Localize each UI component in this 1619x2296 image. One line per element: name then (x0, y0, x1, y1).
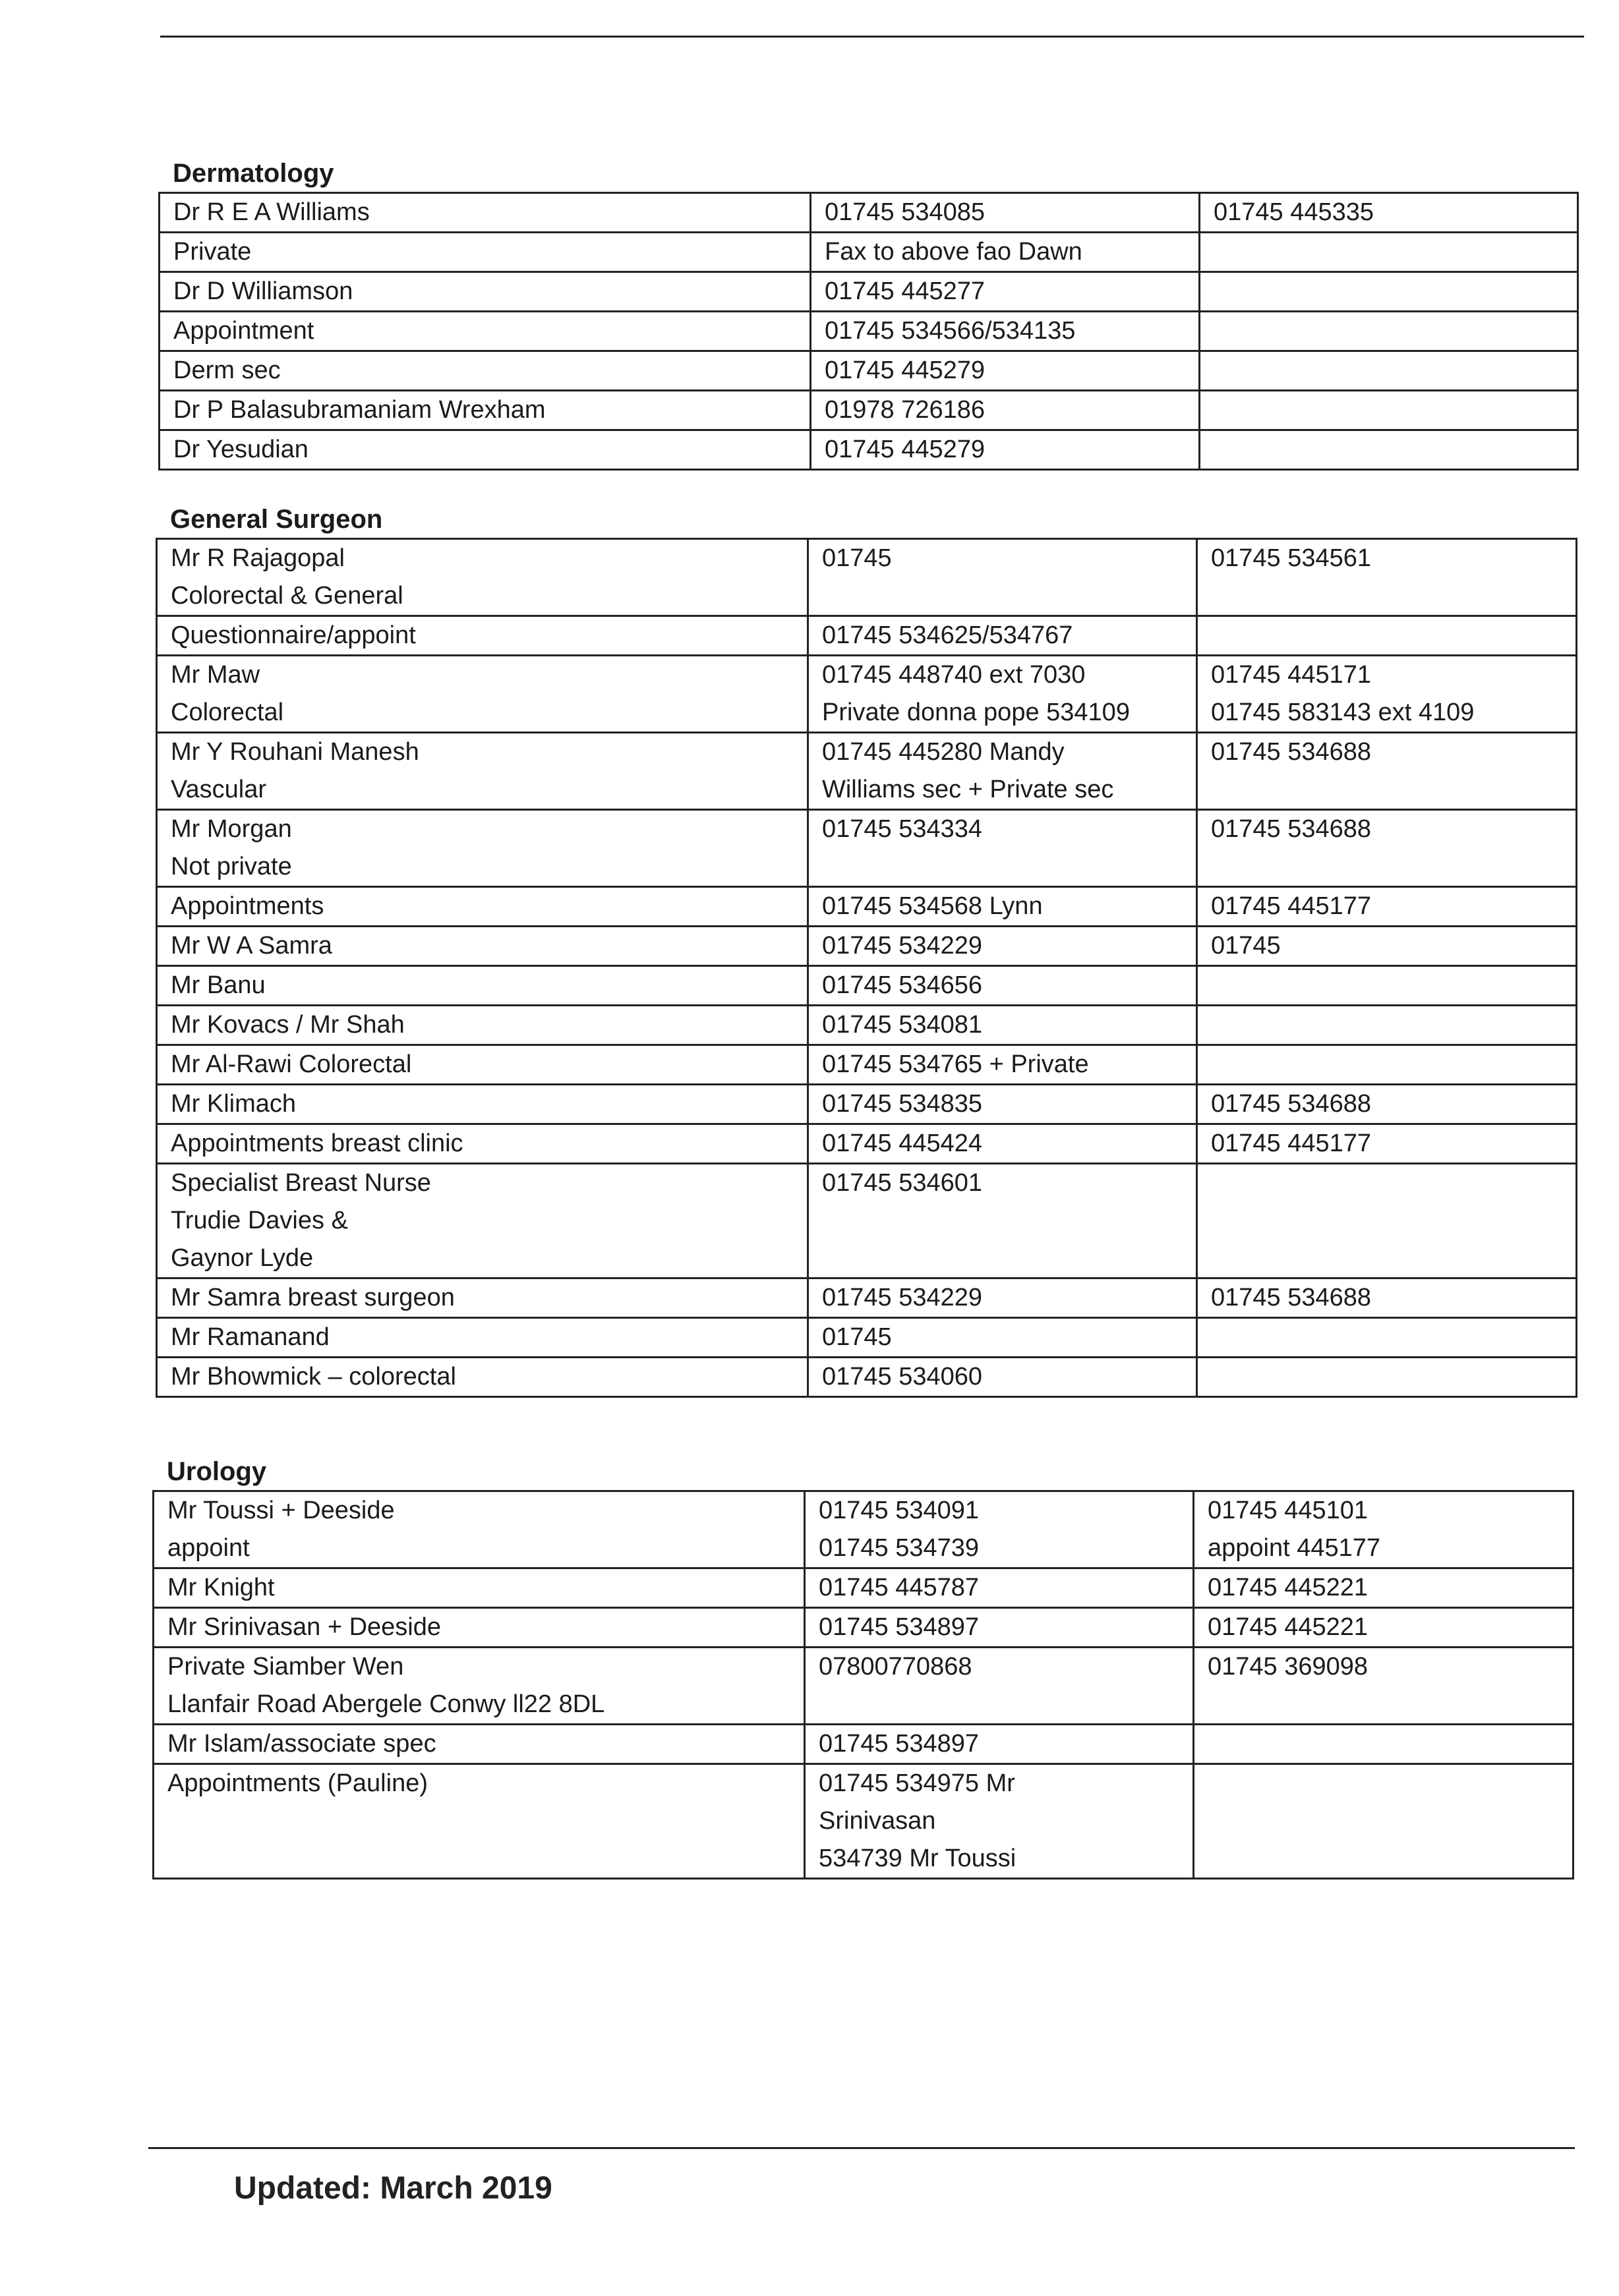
alt-phone-cell (1197, 1358, 1577, 1397)
phone-cell: 07800770868 (805, 1648, 1194, 1725)
alt-phone-cell: 01745 445101 appoint 445177 (1194, 1491, 1574, 1568)
alt-phone-cell: 01745 534688 (1197, 1278, 1577, 1318)
contact-name-cell: Dr P Balasubramaniam Wrexham (160, 391, 811, 430)
section-urology (152, 1453, 1574, 1880)
contact-name-cell: Mr Banu (157, 966, 808, 1006)
alt-phone-cell: 01745 (1197, 927, 1577, 966)
contact-name-cell: Mr Y Rouhani Manesh Vascular (157, 733, 808, 810)
table-row (157, 927, 1577, 966)
section-dermatology (158, 155, 1579, 471)
footer-updated: Updated: March 2019 (234, 2171, 552, 2206)
contact-name-cell: Mr Maw Colorectal (157, 656, 808, 733)
phone-cell: 01745 534765 + Private (808, 1045, 1197, 1085)
contact-name-cell: Dr D Williamson (160, 272, 811, 312)
phone-cell: 01745 534897 (805, 1725, 1194, 1764)
phone-cell: 01745 534625/534767 (808, 616, 1197, 656)
phone-cell: 01745 534897 (805, 1608, 1194, 1648)
phone-cell: 01745 534566/534135 (811, 312, 1200, 351)
contact-name-cell: Specialist Breast Nurse Trudie Davies & Gaynor Lyde (157, 1164, 808, 1278)
phone-cell: 01745 534601 (808, 1164, 1197, 1278)
alt-phone-cell (1197, 1164, 1577, 1278)
phone-cell: 01745 534229 (808, 927, 1197, 966)
alt-phone-cell: 01745 445177 (1197, 887, 1577, 927)
table-row (160, 430, 1578, 470)
alt-phone-cell: 01745 534688 (1197, 810, 1577, 887)
phone-cell: 01745 534975 Mr Srinivasan 534739 Mr Toussi (805, 1764, 1194, 1879)
alt-phone-cell (1197, 1045, 1577, 1085)
phone-cell: 01745 445279 (811, 351, 1200, 391)
contact-table (158, 192, 1579, 471)
contact-name-cell: Mr Klimach (157, 1085, 808, 1124)
contact-name-cell: Mr Kovacs / Mr Shah (157, 1006, 808, 1045)
table-row (154, 1648, 1574, 1725)
phone-cell: 01745 534656 (808, 966, 1197, 1006)
phone-cell: 01745 445277 (811, 272, 1200, 312)
alt-phone-cell (1200, 391, 1578, 430)
contact-name-cell: Mr Toussi + Deeside appoint (154, 1491, 805, 1568)
alt-phone-cell: 01745 445335 (1200, 193, 1578, 233)
phone-cell: 01745 445279 (811, 430, 1200, 470)
table-row (157, 810, 1577, 887)
contact-name-cell: Derm sec (160, 351, 811, 391)
contact-name-cell: Mr Bhowmick – colorectal (157, 1358, 808, 1397)
table-row (157, 656, 1577, 733)
table-row (157, 616, 1577, 656)
table-row (160, 391, 1578, 430)
phone-cell: 01745 534091 01745 534739 (805, 1491, 1194, 1568)
alt-phone-cell (1200, 233, 1578, 272)
table-row (154, 1725, 1574, 1764)
contact-table (152, 1490, 1574, 1880)
section-general-surgeon (156, 501, 1577, 1398)
alt-phone-cell: 01745 534688 (1197, 1085, 1577, 1124)
alt-phone-cell (1200, 272, 1578, 312)
contact-name-cell: Private (160, 233, 811, 272)
alt-phone-cell (1200, 312, 1578, 351)
phone-cell: 01745 534085 (811, 193, 1200, 233)
contact-name-cell: Mr W A Samra (157, 927, 808, 966)
section-title: Dermatology (173, 159, 334, 188)
table-row (157, 1045, 1577, 1085)
alt-phone-cell (1197, 966, 1577, 1006)
table-row (157, 1278, 1577, 1318)
contact-name-cell: Dr R E A Williams (160, 193, 811, 233)
bottom-rule (148, 2147, 1575, 2149)
contact-name-cell: Dr Yesudian (160, 430, 811, 470)
contact-name-cell: Mr Srinivasan + Deeside (154, 1608, 805, 1648)
contact-table (156, 538, 1577, 1398)
table-row (154, 1568, 1574, 1608)
table-row (160, 233, 1578, 272)
alt-phone-cell (1194, 1764, 1574, 1879)
contact-name-cell: Mr R Rajagopal Colorectal & General (157, 539, 808, 616)
alt-phone-cell (1200, 351, 1578, 391)
table-row (157, 966, 1577, 1006)
phone-cell: 01978 726186 (811, 391, 1200, 430)
contact-name-cell: Mr Samra breast surgeon (157, 1278, 808, 1318)
phone-cell: 01745 534568 Lynn (808, 887, 1197, 927)
phone-cell: 01745 534835 (808, 1085, 1197, 1124)
contact-name-cell: Appointments (Pauline) (154, 1764, 805, 1879)
contact-name-cell: Mr Ramanand (157, 1318, 808, 1358)
top-rule (160, 36, 1584, 38)
phone-cell: 01745 (808, 539, 1197, 616)
table-row (157, 1124, 1577, 1164)
alt-phone-cell (1197, 1006, 1577, 1045)
contact-name-cell: Mr Knight (154, 1568, 805, 1608)
table-row (157, 1164, 1577, 1278)
section-title: Urology (167, 1457, 267, 1486)
phone-cell: 01745 534081 (808, 1006, 1197, 1045)
table-row (157, 1358, 1577, 1397)
table-row (160, 272, 1578, 312)
alt-phone-cell: 01745 534688 (1197, 733, 1577, 810)
contact-name-cell: Private Siamber Wen Llanfair Road Abergele Conwy ll22 8DL (154, 1648, 805, 1725)
table-row (157, 1085, 1577, 1124)
contact-name-cell: Mr Islam/associate spec (154, 1725, 805, 1764)
phone-cell: Fax to above fao Dawn (811, 233, 1200, 272)
alt-phone-cell: 01745 445177 (1197, 1124, 1577, 1164)
alt-phone-cell: 01745 369098 (1194, 1648, 1574, 1725)
contact-name-cell: Mr Morgan Not private (157, 810, 808, 887)
alt-phone-cell (1197, 1318, 1577, 1358)
phone-cell: 01745 (808, 1318, 1197, 1358)
alt-phone-cell (1194, 1725, 1574, 1764)
table-row (157, 887, 1577, 927)
phone-cell: 01745 445787 (805, 1568, 1194, 1608)
alt-phone-cell: 01745 534561 (1197, 539, 1577, 616)
phone-cell: 01745 534060 (808, 1358, 1197, 1397)
phone-cell: 01745 445424 (808, 1124, 1197, 1164)
table-row (160, 351, 1578, 391)
contact-name-cell: Questionnaire/appoint (157, 616, 808, 656)
phone-cell: 01745 534334 (808, 810, 1197, 887)
table-row (160, 312, 1578, 351)
table-row (157, 1006, 1577, 1045)
contact-name-cell: Appointments breast clinic (157, 1124, 808, 1164)
phone-cell: 01745 534229 (808, 1278, 1197, 1318)
phone-cell: 01745 445280 Mandy Williams sec + Private sec (808, 733, 1197, 810)
table-row (157, 539, 1577, 616)
alt-phone-cell: 01745 445171 01745 583143 ext 4109 (1197, 656, 1577, 733)
alt-phone-cell (1200, 430, 1578, 470)
table-row (160, 193, 1578, 233)
table-row (154, 1491, 1574, 1568)
alt-phone-cell: 01745 445221 (1194, 1568, 1574, 1608)
phone-cell: 01745 448740 ext 7030 Private donna pope 534109 (808, 656, 1197, 733)
contact-name-cell: Appointments (157, 887, 808, 927)
contact-name-cell: Mr Al-Rawi Colorectal (157, 1045, 808, 1085)
table-row (157, 733, 1577, 810)
table-row (157, 1318, 1577, 1358)
table-row (154, 1608, 1574, 1648)
alt-phone-cell: 01745 445221 (1194, 1608, 1574, 1648)
contact-name-cell: Appointment (160, 312, 811, 351)
alt-phone-cell (1197, 616, 1577, 656)
section-title: General Surgeon (170, 505, 383, 534)
table-row (154, 1764, 1574, 1879)
